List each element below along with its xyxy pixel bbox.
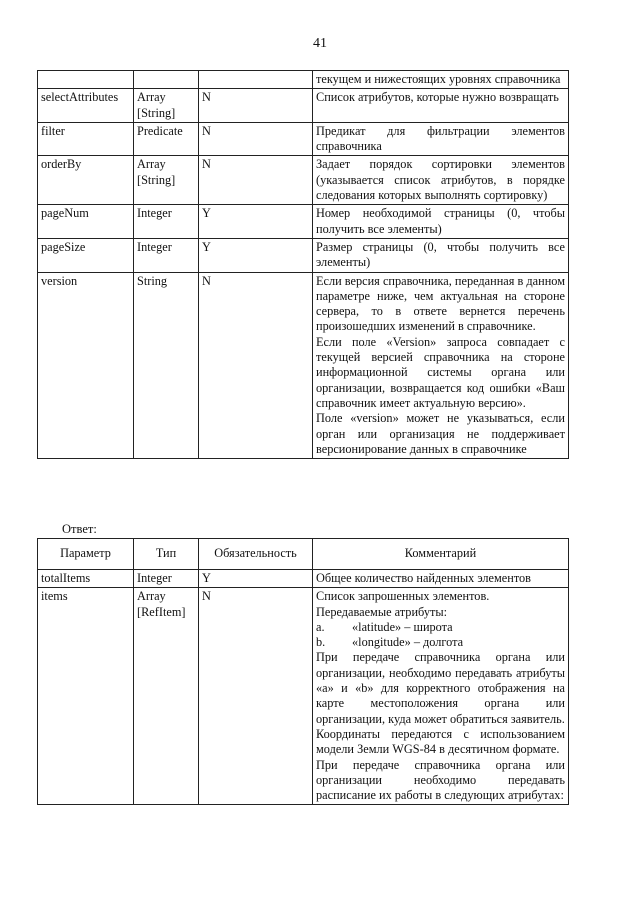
cell-comment: [313, 122, 569, 156]
cell-comment: [313, 570, 569, 588]
comment-paragraph: Номер необходимой страницы (0, чтобы получить все элементы): [316, 206, 565, 236]
cell-type: [134, 71, 199, 89]
list-text: «longitude» – долгота: [352, 635, 464, 650]
cell-required: N: [199, 156, 313, 205]
cell-comment: [313, 89, 569, 123]
cell-type: Array [RefItem]: [134, 588, 199, 805]
comment-paragraph: Поле «version» может не указываться, если орган или организация не поддерживает версионирование данных в справочнике: [316, 411, 565, 456]
cell-required: Y: [199, 205, 313, 239]
cell-type: String: [134, 272, 199, 459]
cell-required: N: [199, 588, 313, 805]
comment-paragraph: Если поле «Version» запроса совпадает с текущей версией справочника на стороне информационной системы органа или организации, возвращается код ошибки «Ваш справочник имеет актуальную версию».: [316, 334, 565, 410]
comment-paragraph: Передаваемые атрибуты:: [316, 604, 448, 619]
cell-type: Integer: [134, 238, 199, 272]
cell-required: N: [199, 122, 313, 156]
table-row: [38, 205, 569, 239]
comment-paragraph: Координаты передаются с использованием модели Земли WGS-84 в десятичном формате.: [316, 726, 565, 757]
table-row: [38, 272, 569, 459]
comment-paragraph: Общее количество найденных элементов: [316, 571, 531, 585]
header-comment: Комментарий: [313, 539, 569, 570]
response-table: [37, 538, 569, 805]
page-number: 41: [313, 36, 327, 51]
cell-comment: [313, 156, 569, 205]
cell-comment: [313, 205, 569, 239]
comment-paragraph: Задает порядок сортировки элементов (указывается список атрибутов, в порядке следования которых выполнять сортировку): [316, 157, 565, 203]
cell-param: totalItems: [38, 570, 134, 588]
table-row: [38, 122, 569, 156]
cell-type: Integer: [134, 205, 199, 239]
cell-required: N: [199, 89, 313, 123]
cell-param: [38, 71, 134, 89]
header-required: Обязательность: [199, 539, 313, 570]
cell-param: orderBy: [38, 156, 134, 205]
comment-paragraph: Предикат для фильтрации элементов справочника: [316, 123, 565, 154]
cell-param: pageSize: [38, 238, 134, 272]
header-row: [38, 539, 569, 570]
comment-paragraph: Список атрибутов, которые нужно возвращать: [316, 90, 559, 105]
comment-paragraph: При передаче справочника органа или организации, необходимо передавать атрибуты «a» и «b» для корректного отображения на карте местоположения органа или организации, куда может обратиться заявитель.: [316, 650, 565, 726]
list-marker: a.: [316, 619, 325, 634]
cell-type: Integer: [134, 570, 199, 588]
comment-paragraph: Если версия справочника, переданная в данном параметре ниже, чем актуальная на стороне сервера, то в ответе вернется перечень произошедших изменений в справочнике.: [316, 273, 565, 334]
cell-param: version: [38, 272, 134, 459]
cell-type: Array [String]: [134, 89, 199, 123]
header-type: Тип: [134, 539, 199, 570]
cell-required: N: [199, 272, 313, 459]
cell-comment: [313, 238, 569, 272]
comment-paragraph: текущем и нижестоящих уровнях справочника: [316, 72, 561, 86]
cell-comment: [313, 71, 569, 89]
table-row: [38, 156, 569, 205]
answer-label: Ответ:: [62, 522, 97, 536]
table-row: [38, 570, 569, 588]
cell-required: Y: [199, 238, 313, 272]
cell-param: pageNum: [38, 205, 134, 239]
cell-comment: [313, 272, 569, 459]
table-row: [38, 238, 569, 272]
table-row: [38, 588, 569, 805]
cell-required: [199, 71, 313, 89]
comment-paragraph: [316, 620, 565, 635]
cell-required: Y: [199, 570, 313, 588]
cell-type: Array [String]: [134, 156, 199, 205]
cell-type: Predicate: [134, 122, 199, 156]
list-text: «latitude» – широта: [352, 619, 453, 634]
cell-comment: [313, 588, 569, 805]
comment-paragraph: Размер страницы (0, чтобы получить все элементы): [316, 239, 565, 270]
cell-param: items: [38, 588, 134, 805]
parameters-table: [37, 70, 569, 459]
cell-param: filter: [38, 122, 134, 156]
comment-paragraph: [316, 635, 565, 650]
cell-param: selectAttributes: [38, 89, 134, 123]
list-marker: b.: [316, 635, 326, 650]
header-param: Параметр: [38, 539, 134, 570]
table-row: [38, 89, 569, 123]
comment-paragraph: При передаче справочника органа или организации необходимо передавать расписание их работы в следующих атрибутах:: [316, 757, 565, 803]
table-row: [38, 71, 569, 89]
comment-paragraph: Список запрошенных элементов.: [316, 589, 490, 604]
